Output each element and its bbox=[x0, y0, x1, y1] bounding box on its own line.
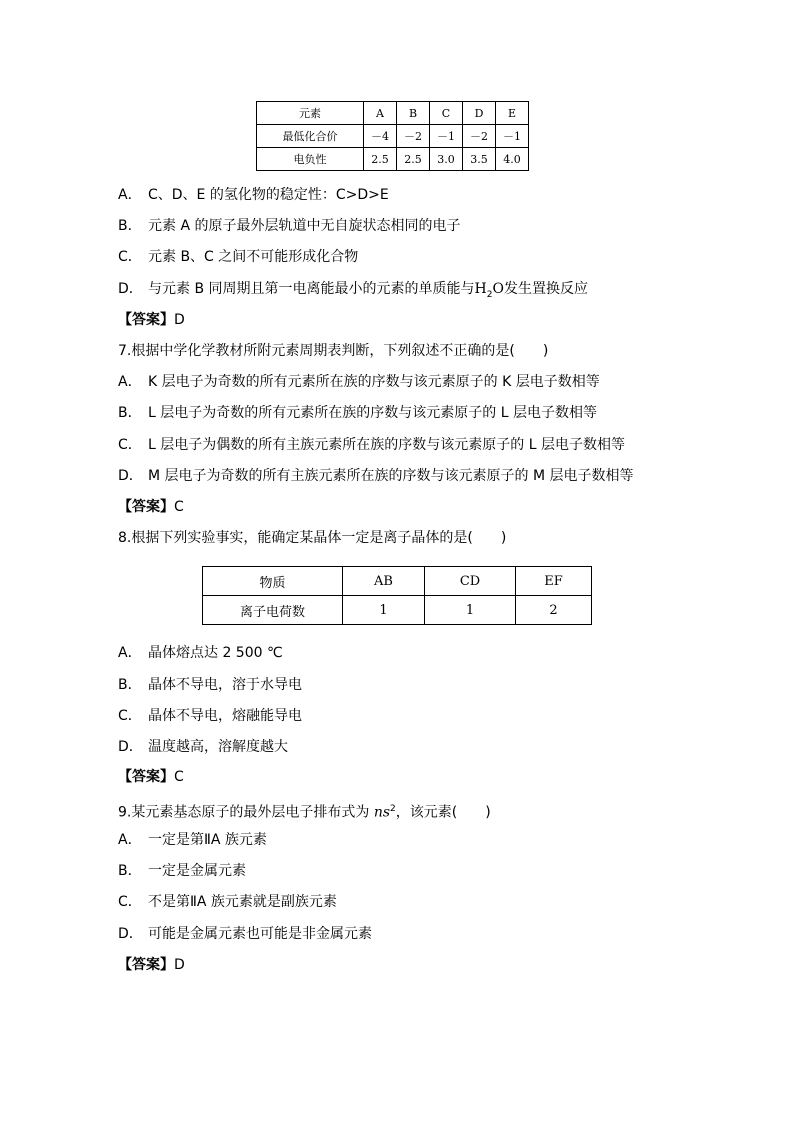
option-letter: B． bbox=[118, 405, 142, 421]
option-text: L 层电子为偶数的所有主族元素所在族的序数与该元素原子的 L 层电子数相等 bbox=[148, 437, 625, 453]
table-cell: 4.0 bbox=[496, 148, 529, 171]
option-letter: A． bbox=[118, 645, 142, 661]
answer-label: 【答案】 bbox=[118, 957, 174, 973]
table-cell: 电负性 bbox=[257, 148, 364, 171]
q6-option-a bbox=[118, 186, 389, 204]
option-letter: C． bbox=[118, 708, 142, 724]
option-letter: C． bbox=[118, 894, 142, 910]
q7-option-b bbox=[118, 404, 597, 422]
formula-h: H bbox=[474, 281, 487, 297]
table-row bbox=[257, 102, 529, 125]
option-text: 晶体熔点达 2 500 ℃ bbox=[148, 645, 283, 661]
option-text: 可能是金属元素也可能是非金属元素 bbox=[148, 926, 372, 942]
q9-option-b bbox=[118, 862, 246, 880]
option-text: K 层电子为奇数的所有元素所在族的序数与该元素原子的 K 层电子数相等 bbox=[148, 374, 600, 390]
answer-value: C bbox=[174, 499, 184, 515]
q6-option-b bbox=[118, 217, 460, 235]
option-text: L 层电子为奇数的所有元素所在族的序数与该元素原子的 L 层电子数相等 bbox=[148, 405, 597, 421]
option-text: 温度越高，溶解度越大 bbox=[148, 739, 288, 755]
option-letter: D． bbox=[118, 926, 143, 942]
table-cell: －2 bbox=[463, 125, 496, 148]
answer-value: D bbox=[174, 312, 185, 328]
table-cell: E bbox=[496, 102, 529, 125]
option-letter: C． bbox=[118, 437, 142, 453]
option-text: 与元素 B 同周期且第一电离能最小的元素的单质能与 bbox=[148, 281, 475, 297]
q8-option-b bbox=[118, 676, 302, 694]
option-text: C、D、E 的氢化物的稳定性：C>D>E bbox=[148, 187, 389, 203]
option-letter: C． bbox=[118, 249, 142, 265]
table-cell: CD bbox=[425, 567, 516, 596]
stem-text: ，该元素( ) bbox=[395, 804, 491, 821]
q9-answer bbox=[118, 956, 185, 974]
option-text: 不是第ⅡA 族元素就是副族元素 bbox=[148, 894, 337, 910]
table-cell: AB bbox=[343, 567, 425, 596]
q7-option-c bbox=[118, 436, 625, 454]
table-cell: 3.0 bbox=[430, 148, 463, 171]
q8-option-c bbox=[118, 707, 302, 725]
option-letter: D． bbox=[118, 281, 143, 297]
option-text: 晶体不导电，熔融能导电 bbox=[148, 708, 302, 724]
option-text: M 层电子为奇数的所有主族元素所在族的序数与该元素原子的 M 层电子数相等 bbox=[148, 468, 634, 484]
table-cell: 3.5 bbox=[463, 148, 496, 171]
q6-option-c bbox=[118, 248, 358, 266]
option-letter: D． bbox=[118, 739, 143, 755]
option-text: 一定是第ⅡA 族元素 bbox=[148, 832, 267, 848]
answer-label: 【答案】 bbox=[118, 312, 174, 328]
option-letter: D． bbox=[118, 468, 143, 484]
option-letter: B． bbox=[118, 863, 142, 879]
element-table bbox=[256, 101, 529, 171]
q8-option-a bbox=[118, 644, 283, 662]
stem-text: 9.某元素基态原子的最外层电子排布式为 bbox=[118, 804, 374, 821]
orbital-ns: ns bbox=[373, 804, 391, 821]
q8-stem: 8.根据下列实验事实，能确定某晶体一定是离子晶体的是( ) bbox=[118, 530, 507, 546]
q9-option-a bbox=[118, 831, 267, 849]
option-text: 元素 B、C 之间不可能形成化合物 bbox=[148, 249, 359, 265]
q7-option-d bbox=[118, 467, 634, 485]
table-cell: 离子电荷数 bbox=[203, 596, 343, 625]
table-cell: 1 bbox=[425, 596, 516, 625]
option-letter: A． bbox=[118, 187, 142, 203]
q9-option-c bbox=[118, 893, 337, 911]
q7-answer bbox=[118, 498, 184, 516]
table-cell: 最低化合价 bbox=[257, 125, 364, 148]
table-row bbox=[203, 596, 592, 625]
option-text: 晶体不导电，溶于水导电 bbox=[148, 677, 302, 693]
answer-label: 【答案】 bbox=[118, 499, 174, 515]
table-cell: －1 bbox=[496, 125, 529, 148]
table-cell: A bbox=[364, 102, 397, 125]
table-cell: －1 bbox=[430, 125, 463, 148]
option-letter: A． bbox=[118, 832, 142, 848]
option-text: 发生置换反应 bbox=[503, 281, 588, 297]
formula-o: O bbox=[492, 281, 504, 297]
table-cell: EF bbox=[516, 567, 592, 596]
superscript: 2 bbox=[390, 804, 396, 814]
table-cell: 物质 bbox=[203, 567, 343, 596]
table-cell: －4 bbox=[364, 125, 397, 148]
option-text: 元素 A 的原子最外层轨道中无自旋状态相同的电子 bbox=[148, 218, 461, 234]
substance-table bbox=[202, 566, 592, 625]
q7-option-a bbox=[118, 373, 600, 391]
option-letter: B． bbox=[118, 677, 142, 693]
answer-label: 【答案】 bbox=[118, 769, 174, 785]
q6-answer bbox=[118, 311, 185, 329]
table-row bbox=[257, 148, 529, 171]
q7-stem: 7.根据中学化学教材所附元素周期表判断，下列叙述不正确的是( ) bbox=[118, 343, 549, 359]
q9-stem bbox=[118, 800, 491, 822]
q6-option-d bbox=[118, 280, 588, 304]
table-cell: 1 bbox=[343, 596, 425, 625]
option-letter: B． bbox=[118, 218, 142, 234]
table-cell: 2.5 bbox=[364, 148, 397, 171]
option-text: 一定是金属元素 bbox=[148, 863, 246, 879]
table-cell: 2 bbox=[516, 596, 592, 625]
table-cell: B bbox=[397, 102, 430, 125]
answer-value: C bbox=[174, 769, 184, 785]
option-letter: A． bbox=[118, 374, 142, 390]
table-cell: D bbox=[463, 102, 496, 125]
q8-answer bbox=[118, 768, 184, 786]
formula-subscript: 2 bbox=[486, 289, 493, 300]
answer-value: D bbox=[174, 957, 185, 973]
table-cell: C bbox=[430, 102, 463, 125]
q8-option-d bbox=[118, 738, 288, 756]
table-cell: 元素 bbox=[257, 102, 364, 125]
table-row bbox=[203, 567, 592, 596]
q9-option-d bbox=[118, 925, 372, 943]
table-cell: －2 bbox=[397, 125, 430, 148]
table-cell: 2.5 bbox=[397, 148, 430, 171]
table-row bbox=[257, 125, 529, 148]
